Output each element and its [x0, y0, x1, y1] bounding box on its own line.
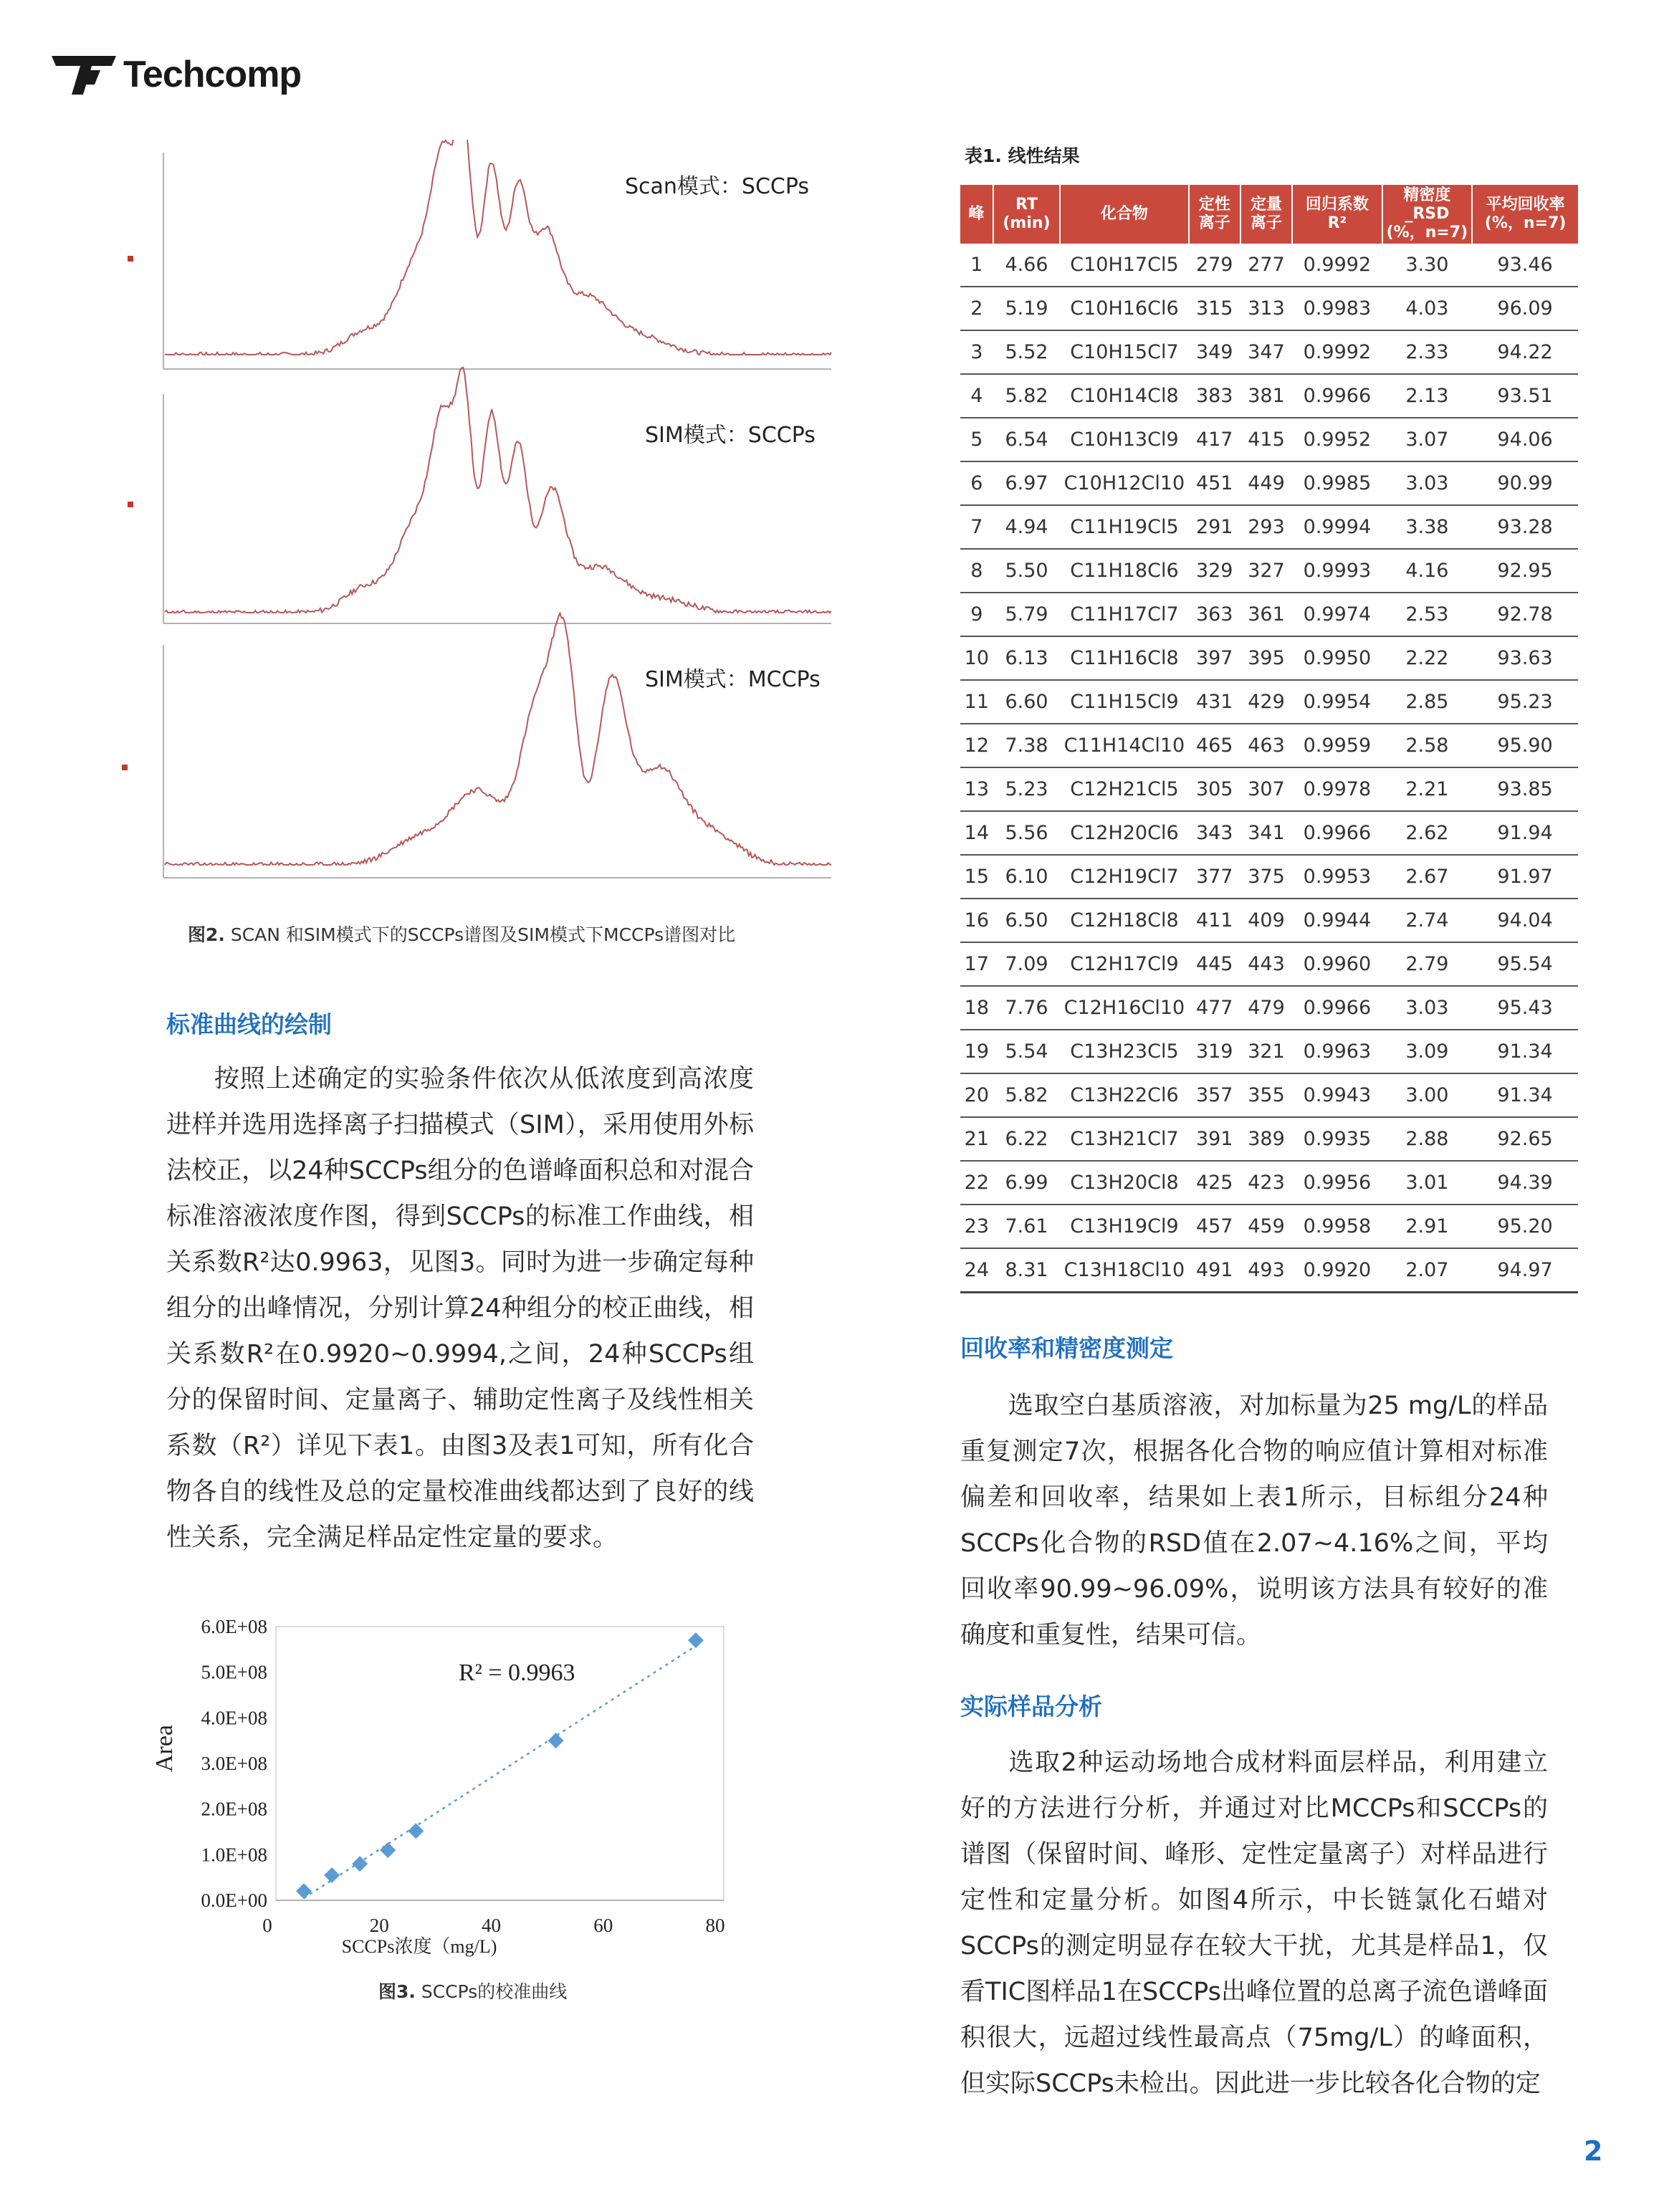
table-cell: 7: [960, 505, 993, 549]
table-cell: 343: [1189, 811, 1240, 855]
table-row: [960, 244, 1578, 287]
table-cell: 2.85: [1382, 680, 1472, 724]
table-cell: 91.34: [1472, 1030, 1578, 1073]
table-cell: C10H15Cl7: [1060, 330, 1188, 374]
table-row: [960, 636, 1578, 680]
table-cell: 18: [960, 986, 993, 1030]
table-cell: 2.62: [1382, 811, 1472, 855]
table-cell: 2.74: [1382, 899, 1472, 942]
figure2-spectra: [115, 140, 846, 906]
table-cell: 357: [1189, 1073, 1240, 1117]
section-title-sample-analysis: 实际样品分析: [960, 1692, 1102, 1720]
header-recovery: 平均回收率 (%，n=7): [1472, 185, 1578, 244]
table-cell: 463: [1240, 724, 1292, 767]
table-cell: C12H16Cl10: [1060, 986, 1188, 1030]
table-cell: 12: [960, 724, 993, 767]
data-point: [408, 1823, 424, 1839]
header-rsd: 精密度 _RSD (%，n=7): [1382, 185, 1472, 244]
table-cell: 321: [1240, 1030, 1292, 1073]
table-cell: 6.97: [993, 461, 1061, 505]
spectrum-panel-sim-mccps: [122, 613, 831, 878]
table-cell: 2.58: [1382, 724, 1472, 767]
section-title-calibration: 标准曲线的绘制: [166, 1010, 332, 1038]
table-cell: C10H16Cl6: [1060, 287, 1188, 330]
table-cell: 375: [1240, 855, 1292, 899]
table-cell: 0.9958: [1292, 1205, 1382, 1248]
table-cell: 277: [1240, 244, 1292, 287]
table-cell: 93.63: [1472, 636, 1578, 680]
table-cell: C11H19Cl5: [1060, 505, 1188, 549]
table-cell: 92.78: [1472, 593, 1578, 636]
table-cell: 5.23: [993, 767, 1061, 811]
table-cell: 5.79: [993, 593, 1061, 636]
table-cell: 445: [1189, 942, 1240, 986]
figure3-caption: 图3. SCCPs的校准曲线: [378, 1981, 568, 2002]
table-cell: 5.82: [993, 1073, 1061, 1117]
y-tick-label: 3.0E+08: [201, 1753, 267, 1774]
table-row: [960, 287, 1578, 330]
brand-name: Techcomp: [123, 54, 302, 95]
table-cell: C10H13Cl9: [1060, 418, 1188, 461]
table-cell: 1: [960, 244, 993, 287]
table-cell: 95.43: [1472, 986, 1578, 1030]
table-cell: 305: [1189, 767, 1240, 811]
table-cell: C13H18Cl10: [1060, 1248, 1188, 1293]
table-cell: 8: [960, 549, 993, 593]
table-cell: C10H12Cl10: [1060, 461, 1188, 505]
table-row: [960, 549, 1578, 593]
table-cell: 383: [1189, 374, 1240, 418]
table-cell: 0.9966: [1292, 986, 1382, 1030]
table-row: [960, 811, 1578, 855]
table-cell: 0.9920: [1292, 1248, 1382, 1293]
table-cell: 349: [1189, 330, 1240, 374]
techcomp-logo-icon: [50, 52, 119, 97]
table-cell: 2.53: [1382, 593, 1472, 636]
table-cell: 0.9954: [1292, 680, 1382, 724]
table-cell: 449: [1240, 461, 1292, 505]
table-cell: C13H21Cl7: [1060, 1117, 1188, 1161]
table-row: [960, 767, 1578, 811]
table-cell: 20: [960, 1073, 993, 1117]
table-cell: 5.50: [993, 549, 1061, 593]
table-cell: 94.06: [1472, 418, 1578, 461]
table-cell: 423: [1240, 1161, 1292, 1205]
data-point: [548, 1733, 564, 1748]
table-cell: 279: [1189, 244, 1240, 287]
data-point: [688, 1632, 704, 1648]
panel-label-sim-mccps: SIM模式：MCCPs: [645, 667, 821, 692]
table-cell: 0.9943: [1292, 1073, 1382, 1117]
table-cell: 0.9966: [1292, 374, 1382, 418]
table-cell: 315: [1189, 287, 1240, 330]
x-tick-label: 40: [482, 1915, 501, 1936]
y-tick-label: 5.0E+08: [201, 1661, 267, 1683]
table-cell: C13H23Cl5: [1060, 1030, 1188, 1073]
table-row: [960, 942, 1578, 986]
table-cell: C12H21Cl5: [1060, 767, 1188, 811]
x-tick-label: 80: [705, 1915, 725, 1936]
table-row: [960, 1248, 1578, 1293]
table-cell: 477: [1189, 986, 1240, 1030]
table-cell: 329: [1189, 549, 1240, 593]
table-row: [960, 1117, 1578, 1161]
table-header-row: [960, 185, 1578, 244]
data-point: [324, 1867, 340, 1883]
table-cell: 23: [960, 1205, 993, 1248]
figure2-caption: 图2. SCAN 和SIM模式下的SCCPs谱图及SIM模式下MCCPs谱图对比: [188, 924, 736, 945]
table-cell: 291: [1189, 505, 1240, 549]
table-cell: C11H16Cl8: [1060, 636, 1188, 680]
table-cell: 0.9952: [1292, 418, 1382, 461]
table-row: [960, 899, 1578, 942]
table-cell: 90.99: [1472, 461, 1578, 505]
table-cell: 95.90: [1472, 724, 1578, 767]
table-cell: 6.99: [993, 1161, 1061, 1205]
table-cell: 6.50: [993, 899, 1061, 942]
table-cell: 0.9983: [1292, 287, 1382, 330]
table-cell: 307: [1240, 767, 1292, 811]
table-cell: 0.9992: [1292, 330, 1382, 374]
table-cell: 8.31: [993, 1248, 1061, 1293]
table-cell: 15: [960, 855, 993, 899]
table-row: [960, 505, 1578, 549]
table-row: [960, 1073, 1578, 1117]
table-row: [960, 1205, 1578, 1248]
table-row: [960, 680, 1578, 724]
table-row: [960, 593, 1578, 636]
y-tick-label: 0.0E+00: [201, 1890, 267, 1911]
table1-title: 表1. 线性结果: [965, 145, 1080, 166]
header-r2: 回归系数 R²: [1292, 185, 1382, 244]
page-number: 2: [1584, 2135, 1603, 2167]
r-squared-annotation: R² = 0.9963: [459, 1660, 575, 1686]
paragraph-recovery: 选取空白基质溶液，对加标量为25 mg/L的样品重复测定7次，根据各化合物的响应值计算相对标准偏差和回收率，结果如上表1所示，目标组分24种SCCPs化合物的RSD值在2.07~4.16%之间，平均回收率90.99~96.09%，说明该方法具有较好的准确度和重复性，结果可信。: [960, 1392, 1548, 1650]
table-cell: 409: [1240, 899, 1292, 942]
techcomp-logo: [50, 52, 301, 97]
table-cell: 7.38: [993, 724, 1061, 767]
table-cell: 377: [1189, 855, 1240, 899]
section-title-recovery: 回收率和精密度测定: [960, 1334, 1173, 1362]
table-cell: C13H19Cl9: [1060, 1205, 1188, 1248]
y-tick-label: 6.0E+08: [201, 1616, 267, 1637]
table-cell: 16: [960, 899, 993, 942]
table-cell: 9: [960, 593, 993, 636]
table-cell: 5.19: [993, 287, 1061, 330]
table-cell: 417: [1189, 418, 1240, 461]
table-cell: 395: [1240, 636, 1292, 680]
table-cell: 5.82: [993, 374, 1061, 418]
table-cell: 6.22: [993, 1117, 1061, 1161]
table-cell: 0.9935: [1292, 1117, 1382, 1161]
table-cell: 425: [1189, 1161, 1240, 1205]
table-cell: 327: [1240, 549, 1292, 593]
table-cell: 4.16: [1382, 549, 1472, 593]
table-cell: 92.65: [1472, 1117, 1578, 1161]
table-cell: 13: [960, 767, 993, 811]
table-cell: 2: [960, 287, 993, 330]
table-cell: C13H22Cl6: [1060, 1073, 1188, 1117]
y-tick-label: 2.0E+08: [201, 1798, 267, 1820]
table-row: [960, 418, 1578, 461]
table-cell: 355: [1240, 1073, 1292, 1117]
table-cell: 0.9966: [1292, 811, 1382, 855]
table-row: [960, 1030, 1578, 1073]
table-cell: 2.91: [1382, 1205, 1472, 1248]
table-cell: 3.00: [1382, 1073, 1472, 1117]
table-cell: 2.21: [1382, 767, 1472, 811]
x-axis-label: SCCPs浓度（mg/L): [341, 1936, 497, 1957]
table-cell: 91.94: [1472, 811, 1578, 855]
table-cell: 0.9985: [1292, 461, 1382, 505]
table-cell: 22: [960, 1161, 993, 1205]
table-cell: 2.33: [1382, 330, 1472, 374]
table-cell: C11H15Cl9: [1060, 680, 1188, 724]
table-cell: 451: [1189, 461, 1240, 505]
table-cell: 94.04: [1472, 899, 1578, 942]
x-tick-label: 0: [262, 1915, 272, 1936]
table-cell: 0.9956: [1292, 1161, 1382, 1205]
table-cell: C11H17Cl7: [1060, 593, 1188, 636]
table-cell: 93.51: [1472, 374, 1578, 418]
paragraph-calibration: 按照上述确定的实验条件依次从低浓度到高浓度进样并选用选择离子扫描模式（SIM），采用使用外标法校正，以24种SCCPs组分的色谱峰面积总和对混合标准溶液浓度作图，得到SCCPs的标准工作曲线，相关系数R²达0.9963，见图3。同时为进一步确定每种组分的出峰情况，分别计算24种组分的校正曲线，相关系数R²在0.9920~0.9994,之间，24种SCCPs组分的保留时间、定量离子、辅助定性离子及线性相关系数（R²）详见下表1。由图3及表1可知，所有化合物各自的线性及总的定量校准曲线都达到了良好的线性关系，完全满足样品定性定量的要求。: [166, 1065, 754, 1552]
table-cell: 91.34: [1472, 1073, 1578, 1117]
table-cell: 5.52: [993, 330, 1061, 374]
table-cell: 0.9953: [1292, 855, 1382, 899]
table-cell: 95.20: [1472, 1205, 1578, 1248]
header-rt: RT (min): [993, 185, 1061, 244]
table-cell: 457: [1189, 1205, 1240, 1248]
table-cell: 293: [1240, 505, 1292, 549]
table-cell: 443: [1240, 942, 1292, 986]
table-cell: C13H20Cl8: [1060, 1161, 1188, 1205]
table-cell: 95.23: [1472, 680, 1578, 724]
y-tick-label: 4.0E+08: [201, 1707, 267, 1729]
table-cell: 19: [960, 1030, 993, 1073]
table-cell: 7.61: [993, 1205, 1061, 1248]
header-peak: 峰: [960, 185, 993, 244]
table-cell: 465: [1189, 724, 1240, 767]
table-cell: 7.76: [993, 986, 1061, 1030]
table-cell: 491: [1189, 1248, 1240, 1293]
table-cell: 3.07: [1382, 418, 1472, 461]
table-cell: 3.09: [1382, 1030, 1472, 1073]
table-cell: 341: [1240, 811, 1292, 855]
table-cell: 319: [1189, 1030, 1240, 1073]
table-cell: 459: [1240, 1205, 1292, 1248]
spectrum-panel-sim-sccps: [128, 368, 831, 623]
table-cell: 93.28: [1472, 505, 1578, 549]
table-cell: 0.9993: [1292, 549, 1382, 593]
y-tick-label: 1.0E+08: [201, 1844, 267, 1866]
table-cell: 21: [960, 1117, 993, 1161]
table-cell: 361: [1240, 593, 1292, 636]
table-cell: 0.9950: [1292, 636, 1382, 680]
table-cell: 6.54: [993, 418, 1061, 461]
table-cell: 93.46: [1472, 244, 1578, 287]
table-cell: 0.9992: [1292, 244, 1382, 287]
table-cell: 389: [1240, 1117, 1292, 1161]
table-cell: 3.01: [1382, 1161, 1472, 1205]
table-cell: 2.13: [1382, 374, 1472, 418]
data-point: [380, 1842, 396, 1858]
table-cell: 6.10: [993, 855, 1061, 899]
table-cell: C10H14Cl8: [1060, 374, 1188, 418]
table-cell: 3.30: [1382, 244, 1472, 287]
table-cell: 0.9978: [1292, 767, 1382, 811]
table-cell: 3.03: [1382, 986, 1472, 1030]
table-cell: 411: [1189, 899, 1240, 942]
table-cell: 91.97: [1472, 855, 1578, 899]
table-cell: 4.66: [993, 244, 1061, 287]
table-cell: 4: [960, 374, 993, 418]
table-cell: 397: [1189, 636, 1240, 680]
x-tick-label: 20: [369, 1915, 389, 1936]
table-row: [960, 1161, 1578, 1205]
header-quant-ion: 定量 离子: [1240, 185, 1292, 244]
table-cell: 5.56: [993, 811, 1061, 855]
table-row: [960, 986, 1578, 1030]
table-cell: 363: [1189, 593, 1240, 636]
panel-label-scan-sccps: Scan模式：SCCPs: [625, 174, 810, 199]
table-cell: 415: [1240, 418, 1292, 461]
table-cell: C12H18Cl8: [1060, 899, 1188, 942]
table-cell: 10: [960, 636, 993, 680]
table-cell: 3: [960, 330, 993, 374]
table-cell: 3.38: [1382, 505, 1472, 549]
table-cell: 0.9960: [1292, 942, 1382, 986]
table-cell: 0.9974: [1292, 593, 1382, 636]
spectrum-panel-scan-sccps: [128, 140, 831, 369]
table-cell: 391: [1189, 1117, 1240, 1161]
table-cell: 4.03: [1382, 287, 1472, 330]
table-cell: 0.9944: [1292, 899, 1382, 942]
table-cell: 11: [960, 680, 993, 724]
table-cell: C11H18Cl6: [1060, 549, 1188, 593]
table-cell: 2.88: [1382, 1117, 1472, 1161]
table-cell: C12H19Cl7: [1060, 855, 1188, 899]
table-row: [960, 374, 1578, 418]
table-cell: C12H20Cl6: [1060, 811, 1188, 855]
table-cell: 6: [960, 461, 993, 505]
table-cell: 4.94: [993, 505, 1061, 549]
table-cell: 3.03: [1382, 461, 1472, 505]
table-row: [960, 855, 1578, 899]
table-cell: 24: [960, 1248, 993, 1293]
table-cell: 7.09: [993, 942, 1061, 986]
table-cell: 2.07: [1382, 1248, 1472, 1293]
table-cell: 0.9994: [1292, 505, 1382, 549]
table-cell: 94.97: [1472, 1248, 1578, 1293]
y-axis-label: Area: [151, 1724, 178, 1773]
table-cell: 92.95: [1472, 549, 1578, 593]
table-cell: 94.22: [1472, 330, 1578, 374]
table-cell: 313: [1240, 287, 1292, 330]
table-cell: 17: [960, 942, 993, 986]
table-cell: 431: [1189, 680, 1240, 724]
table-row: [960, 724, 1578, 767]
table-cell: 493: [1240, 1248, 1292, 1293]
table-cell: 2.22: [1382, 636, 1472, 680]
figure3-calibration-chart: [129, 1598, 760, 1963]
table-cell: 6.60: [993, 680, 1061, 724]
table-cell: 2.67: [1382, 855, 1472, 899]
table-cell: 381: [1240, 374, 1292, 418]
table-cell: 93.85: [1472, 767, 1578, 811]
paragraph-sample-analysis: 选取2种运动场地合成材料面层样品，利用建立好的方法进行分析，并通过对比MCCPs和SCCPs的谱图（保留时间、峰形、定性定量离子）对样品进行定性和定量分析。如图4所示，中长链氯化石蜡对SCCPs的测定明显存在较大干扰，尤其是样品1，仅看TIC图样品1在SCCPs出峰位置的总离子流色谱峰面积很大，远超过线性最高点（75mg/L）的峰面积，但实际SCCPs未检出。因此进一步比较各化合物的定: [960, 1748, 1548, 2098]
table-cell: 6.13: [993, 636, 1061, 680]
panel-label-sim-sccps: SIM模式：SCCPs: [645, 423, 816, 448]
x-tick-label: 60: [593, 1915, 613, 1936]
table-cell: 5.54: [993, 1030, 1061, 1073]
table-cell: 94.39: [1472, 1161, 1578, 1205]
table-cell: C12H17Cl9: [1060, 942, 1188, 986]
table-cell: 5: [960, 418, 993, 461]
header-compound: 化合物: [1060, 185, 1188, 244]
table-cell: 347: [1240, 330, 1292, 374]
table-cell: C10H17Cl5: [1060, 244, 1188, 287]
table-cell: 2.79: [1382, 942, 1472, 986]
table-row: [960, 461, 1578, 505]
table-cell: 14: [960, 811, 993, 855]
table-cell: 96.09: [1472, 287, 1578, 330]
table-cell: 429: [1240, 680, 1292, 724]
linearity-table: [960, 185, 1578, 1293]
table-row: [960, 330, 1578, 374]
header-qualifier-ion: 定性 离子: [1189, 185, 1240, 244]
table-cell: 0.9959: [1292, 724, 1382, 767]
data-point: [296, 1883, 312, 1899]
table-cell: C11H14Cl10: [1060, 724, 1188, 767]
table-cell: 0.9963: [1292, 1030, 1382, 1073]
table-cell: 479: [1240, 986, 1292, 1030]
table-cell: 95.54: [1472, 942, 1578, 986]
